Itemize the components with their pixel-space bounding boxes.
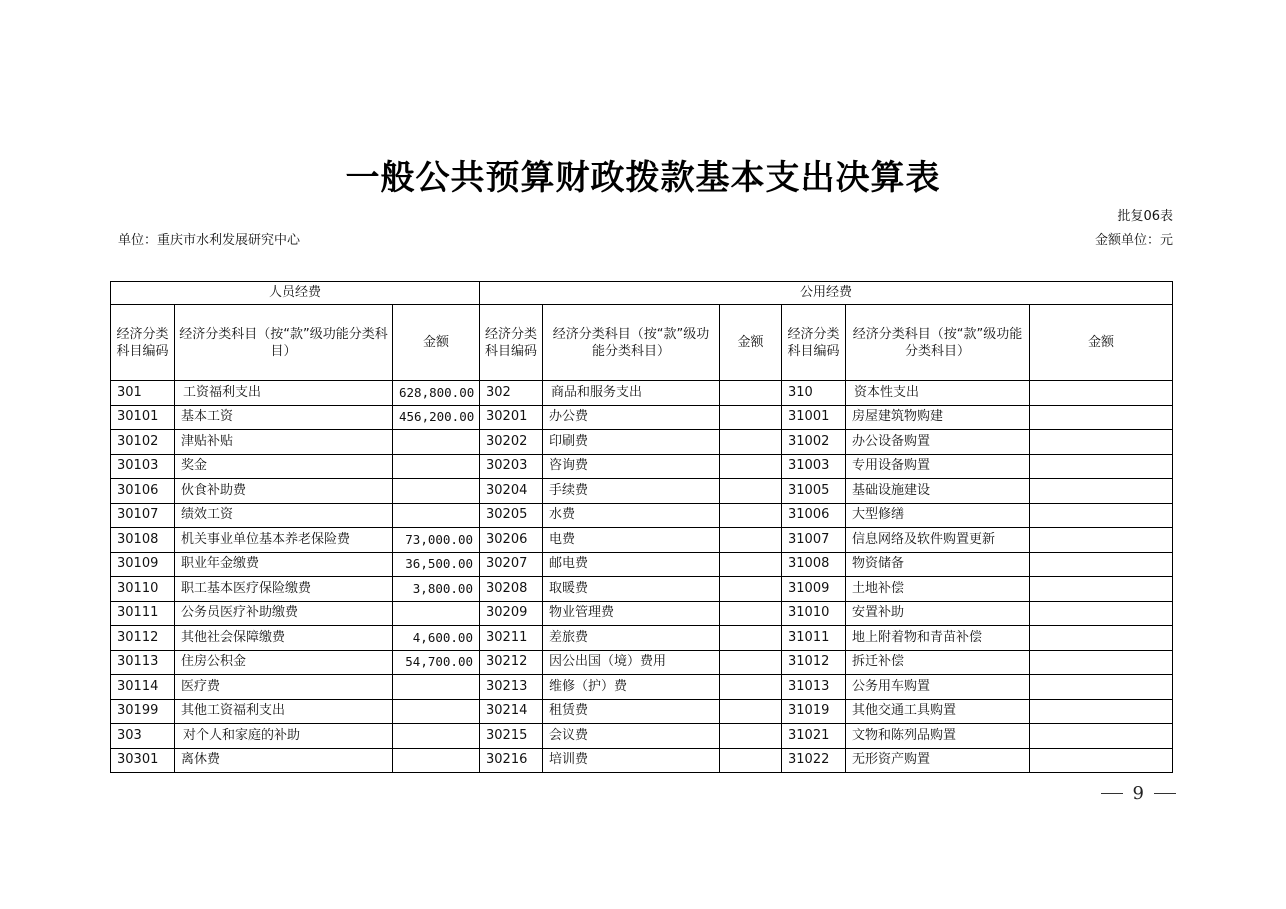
amount-cell xyxy=(720,748,782,773)
amount-cell xyxy=(1030,405,1173,430)
amount-cell xyxy=(1030,430,1173,455)
section-personnel: 人员经费 xyxy=(111,282,480,305)
amount-cell xyxy=(720,699,782,724)
amount-cell xyxy=(1030,454,1173,479)
code-cell: 30207 xyxy=(480,552,543,577)
name-cell: 办公设备购置 xyxy=(846,430,1030,455)
table-row xyxy=(111,405,1173,430)
code-cell: 31012 xyxy=(782,650,846,675)
name-cell: 取暖费 xyxy=(543,577,720,602)
name-cell: 基本工资 xyxy=(175,405,393,430)
name-cell: 邮电费 xyxy=(543,552,720,577)
amount-cell xyxy=(1030,675,1173,700)
amount-cell: 36,500.00 xyxy=(393,552,480,577)
name-cell: 租赁费 xyxy=(543,699,720,724)
header-name: 经济分类科目（按“款”级功能分类科目） xyxy=(543,305,720,381)
amount-cell xyxy=(393,454,480,479)
form-number: 批复06表 xyxy=(1117,209,1173,224)
name-cell: 文物和陈列品购置 xyxy=(846,724,1030,749)
name-cell: 无形资产购置 xyxy=(846,748,1030,773)
name-cell: 资本性支出 xyxy=(846,381,1030,406)
code-cell: 30107 xyxy=(111,503,175,528)
name-cell: 地上附着物和青苗补偿 xyxy=(846,626,1030,651)
unit-label: 单位：重庆市水利发展研究中心 xyxy=(118,233,301,248)
amount-cell xyxy=(720,503,782,528)
name-cell: 奖金 xyxy=(175,454,393,479)
name-cell: 信息网络及软件购置更新 xyxy=(846,528,1030,553)
name-cell: 安置补助 xyxy=(846,601,1030,626)
table-row xyxy=(111,528,1173,553)
amount-cell xyxy=(720,454,782,479)
code-cell: 31010 xyxy=(782,601,846,626)
name-cell: 绩效工资 xyxy=(175,503,393,528)
name-cell: 对个人和家庭的补助 xyxy=(175,724,393,749)
code-cell: 30211 xyxy=(480,626,543,651)
code-cell: 303 xyxy=(111,724,175,749)
amount-cell xyxy=(1030,479,1173,504)
page-title: 一般公共预算财政拨款基本支出决算表 xyxy=(345,158,941,198)
code-cell: 30202 xyxy=(480,430,543,455)
code-cell: 30208 xyxy=(480,577,543,602)
amount-cell xyxy=(1030,748,1173,773)
name-cell: 基础设施建设 xyxy=(846,479,1030,504)
code-cell: 30112 xyxy=(111,626,175,651)
section-header-row xyxy=(111,282,1173,305)
amount-cell xyxy=(720,479,782,504)
table-row xyxy=(111,601,1173,626)
amount-cell xyxy=(1030,724,1173,749)
table-row xyxy=(111,577,1173,602)
amount-cell xyxy=(720,430,782,455)
table-row xyxy=(111,724,1173,749)
amount-cell xyxy=(720,577,782,602)
amount-cell xyxy=(720,552,782,577)
code-cell: 30301 xyxy=(111,748,175,773)
table-row xyxy=(111,479,1173,504)
name-cell: 差旅费 xyxy=(543,626,720,651)
amount-cell xyxy=(1030,552,1173,577)
name-cell: 专用设备购置 xyxy=(846,454,1030,479)
code-cell: 31019 xyxy=(782,699,846,724)
code-cell: 30212 xyxy=(480,650,543,675)
code-cell: 31001 xyxy=(782,405,846,430)
code-cell: 31003 xyxy=(782,454,846,479)
code-cell: 310 xyxy=(782,381,846,406)
code-cell: 30215 xyxy=(480,724,543,749)
name-cell: 培训费 xyxy=(543,748,720,773)
header-amount: 金额 xyxy=(1030,305,1173,381)
header-code: 经济分类科目编码 xyxy=(480,305,543,381)
name-cell: 土地补偿 xyxy=(846,577,1030,602)
page-number-text: 9 xyxy=(1132,783,1144,804)
code-cell: 30206 xyxy=(480,528,543,553)
code-cell: 31022 xyxy=(782,748,846,773)
name-cell: 拆迁补偿 xyxy=(846,650,1030,675)
code-cell: 31007 xyxy=(782,528,846,553)
name-cell: 其他社会保障缴费 xyxy=(175,626,393,651)
section-public: 公用经费 xyxy=(480,282,1173,305)
name-cell: 公务用车购置 xyxy=(846,675,1030,700)
code-cell: 301 xyxy=(111,381,175,406)
code-cell: 31011 xyxy=(782,626,846,651)
code-cell: 30110 xyxy=(111,577,175,602)
name-cell: 水费 xyxy=(543,503,720,528)
code-cell: 30114 xyxy=(111,675,175,700)
code-cell: 30205 xyxy=(480,503,543,528)
table-row xyxy=(111,552,1173,577)
name-cell: 工资福利支出 xyxy=(175,381,393,406)
amount-cell xyxy=(720,724,782,749)
amount-cell xyxy=(720,601,782,626)
amount-cell: 54,700.00 xyxy=(393,650,480,675)
name-cell: 公务员医疗补助缴费 xyxy=(175,601,393,626)
code-cell: 31009 xyxy=(782,577,846,602)
name-cell: 印刷费 xyxy=(543,430,720,455)
amount-cell xyxy=(393,699,480,724)
code-cell: 30102 xyxy=(111,430,175,455)
amount-cell: 628,800.00 xyxy=(393,381,480,406)
amount-cell xyxy=(1030,601,1173,626)
name-cell: 因公出国（境）费用 xyxy=(543,650,720,675)
amount-cell xyxy=(1030,528,1173,553)
code-cell: 30214 xyxy=(480,699,543,724)
table-row xyxy=(111,748,1173,773)
code-cell: 30201 xyxy=(480,405,543,430)
name-cell: 办公费 xyxy=(543,405,720,430)
header-amount: 金额 xyxy=(720,305,782,381)
amount-cell: 3,800.00 xyxy=(393,577,480,602)
name-cell: 津贴补贴 xyxy=(175,430,393,455)
amount-cell xyxy=(393,601,480,626)
table-row xyxy=(111,675,1173,700)
amount-cell xyxy=(1030,626,1173,651)
amount-cell xyxy=(393,479,480,504)
code-cell: 30204 xyxy=(480,479,543,504)
code-cell: 30113 xyxy=(111,650,175,675)
code-cell: 31013 xyxy=(782,675,846,700)
code-cell: 30216 xyxy=(480,748,543,773)
table-row xyxy=(111,650,1173,675)
code-cell: 30199 xyxy=(111,699,175,724)
name-cell: 物资储备 xyxy=(846,552,1030,577)
dash-right xyxy=(1154,793,1176,794)
table-row xyxy=(111,454,1173,479)
header-code: 经济分类科目编码 xyxy=(111,305,175,381)
code-cell: 31021 xyxy=(782,724,846,749)
table-row xyxy=(111,381,1173,406)
name-cell: 咨询费 xyxy=(543,454,720,479)
code-cell: 31002 xyxy=(782,430,846,455)
code-cell: 31008 xyxy=(782,552,846,577)
name-cell: 会议费 xyxy=(543,724,720,749)
name-cell: 房屋建筑物购建 xyxy=(846,405,1030,430)
name-cell: 职工基本医疗保险缴费 xyxy=(175,577,393,602)
code-cell: 30111 xyxy=(111,601,175,626)
name-cell: 伙食补助费 xyxy=(175,479,393,504)
name-cell: 其他交通工具购置 xyxy=(846,699,1030,724)
amount-cell xyxy=(1030,381,1173,406)
name-cell: 大型修缮 xyxy=(846,503,1030,528)
code-cell: 31006 xyxy=(782,503,846,528)
code-cell: 31005 xyxy=(782,479,846,504)
code-cell: 30203 xyxy=(480,454,543,479)
column-header-row xyxy=(111,305,1173,381)
table-row xyxy=(111,503,1173,528)
table-row xyxy=(111,430,1173,455)
amount-cell xyxy=(393,503,480,528)
header-name: 经济分类科目（按“款”级功能分类科目） xyxy=(175,305,393,381)
code-cell: 30213 xyxy=(480,675,543,700)
code-cell: 30108 xyxy=(111,528,175,553)
money-unit-label: 金额单位：元 xyxy=(1094,233,1173,248)
amount-cell xyxy=(1030,503,1173,528)
amount-cell xyxy=(720,381,782,406)
amount-cell xyxy=(720,675,782,700)
amount-cell xyxy=(393,430,480,455)
amount-cell xyxy=(720,405,782,430)
name-cell: 电费 xyxy=(543,528,720,553)
amount-cell: 4,600.00 xyxy=(393,626,480,651)
code-cell: 30101 xyxy=(111,405,175,430)
code-cell: 30109 xyxy=(111,552,175,577)
dash-left xyxy=(1101,793,1123,794)
table-row xyxy=(111,626,1173,651)
amount-cell xyxy=(1030,699,1173,724)
amount-cell xyxy=(393,675,480,700)
amount-cell xyxy=(1030,577,1173,602)
amount-cell: 73,000.00 xyxy=(393,528,480,553)
name-cell: 商品和服务支出 xyxy=(543,381,720,406)
expenditure-table xyxy=(110,281,1173,773)
page-number xyxy=(1101,783,1176,804)
code-cell: 30103 xyxy=(111,454,175,479)
header-amount: 金额 xyxy=(393,305,480,381)
name-cell: 机关事业单位基本养老保险费 xyxy=(175,528,393,553)
name-cell: 手续费 xyxy=(543,479,720,504)
name-cell: 其他工资福利支出 xyxy=(175,699,393,724)
header-name: 经济分类科目（按“款”级功能分类科目） xyxy=(846,305,1030,381)
amount-cell xyxy=(720,626,782,651)
name-cell: 维修（护）费 xyxy=(543,675,720,700)
code-cell: 30106 xyxy=(111,479,175,504)
header-code: 经济分类科目编码 xyxy=(782,305,846,381)
amount-cell xyxy=(720,528,782,553)
amount-cell xyxy=(1030,650,1173,675)
amount-cell xyxy=(393,748,480,773)
name-cell: 医疗费 xyxy=(175,675,393,700)
amount-cell xyxy=(393,724,480,749)
amount-cell xyxy=(720,650,782,675)
name-cell: 住房公积金 xyxy=(175,650,393,675)
name-cell: 离休费 xyxy=(175,748,393,773)
table-row xyxy=(111,699,1173,724)
amount-cell: 456,200.00 xyxy=(393,405,480,430)
code-cell: 302 xyxy=(480,381,543,406)
name-cell: 职业年金缴费 xyxy=(175,552,393,577)
code-cell: 30209 xyxy=(480,601,543,626)
name-cell: 物业管理费 xyxy=(543,601,720,626)
